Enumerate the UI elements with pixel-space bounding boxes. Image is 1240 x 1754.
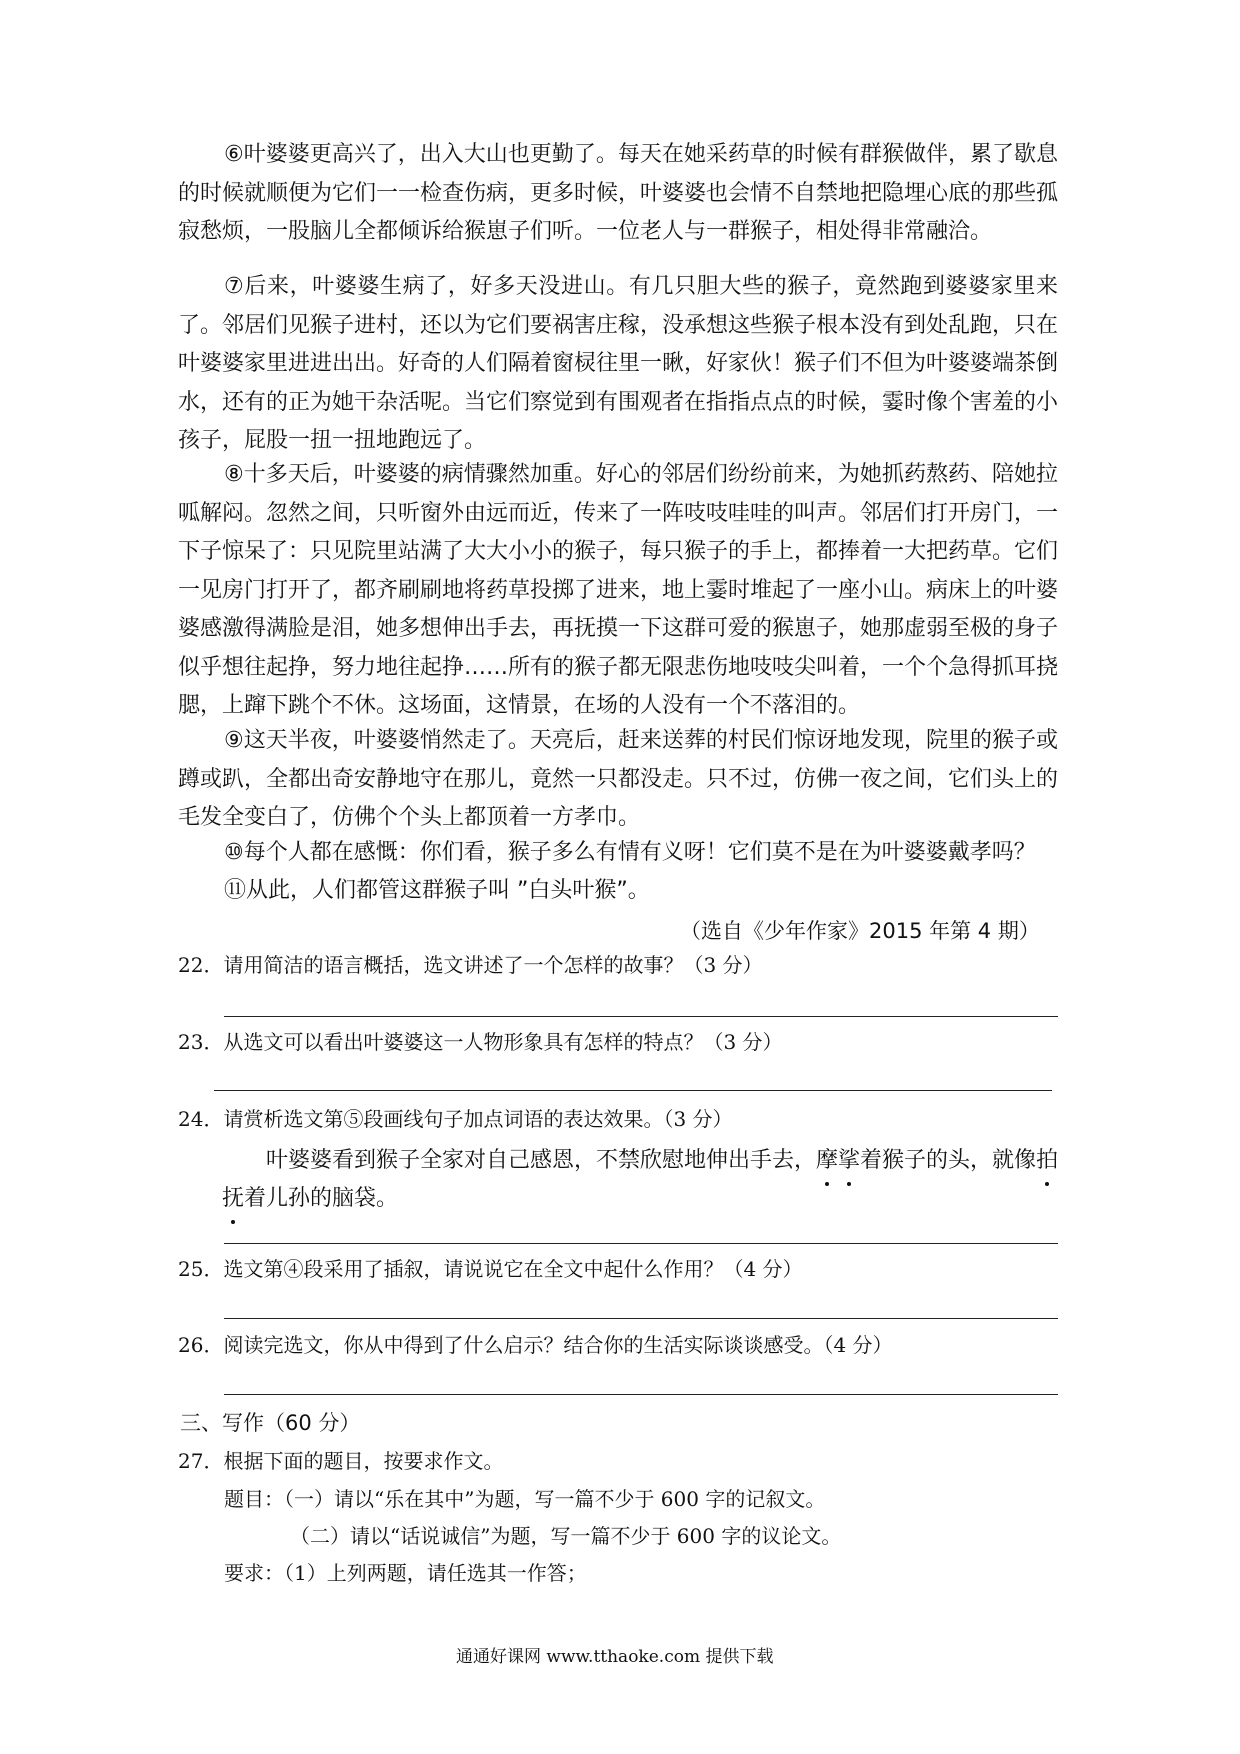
dotted-char-mo: 摩 <box>816 1142 838 1180</box>
paragraph-9: ⑨这天半夜，叶婆婆悄然走了。天亮后，赶来送葬的村民们惊讶地发现，院里的猴子或蹲或趴，全都出奇安静地守在那儿，竟然一只都没走。只不过，仿佛一夜之间，它们头上的毛发全变白了，仿佛个个头上都顶着一方孝巾。 <box>178 728 1059 830</box>
question-24-quote-line-1 <box>266 1142 1058 1180</box>
dotted-char-suo: 挲 <box>838 1142 860 1180</box>
quote-text-c: 着儿孙的脑袋。 <box>244 1186 399 1211</box>
footer-download-note: 通通好课网 www.tthaoke.com 提供下载 <box>456 1647 774 1667</box>
answer-line-26[interactable] <box>224 1394 1058 1395</box>
question-25: 25．选文第④段采用了插叙，请说说它在全文中起什么作用？（4 分） <box>178 1257 803 1281</box>
question-26: 26．阅读完选文，你从中得到了什么启示？结合你的生活实际谈谈感受。（4 分） <box>178 1333 893 1357</box>
writing-requirement: 要求：（1）上列两题，请任选其一作答； <box>224 1561 587 1585</box>
answer-line-25[interactable] <box>224 1318 1058 1319</box>
quote-text-a: 叶婆婆看到猴子全家对自己感恩，不禁欣慰地伸出手去， <box>266 1148 817 1173</box>
paragraph-11: ⑪从此，人们都管这群猴子叫 ”白头叶猴”。 <box>224 878 650 903</box>
writing-topic-1: 题目：（一）请以“乐在其中”为题，写一篇不少于 600 字的记叙文。 <box>224 1487 826 1511</box>
answer-line-24[interactable] <box>224 1243 1058 1244</box>
paragraph-7: ⑦后来，叶婆婆生病了，好多天没进山。有几只胆大些的猴子，竟然跑到婆婆家里来了。邻居们见猴子进村，还以为它们要祸害庄稼，没承想这些猴子根本没有到处乱跑，只在叶婆婆家里进进出出。好奇的人们隔着窗棂往里一瞅，好家伙！猴子们不但为叶婆婆端茶倒水，还有的正为她干杂活呢。当它们察觉到有围观者在指指点点的时候，霎时像个害羞的小孩子，屁股一扭一扭地跑远了。 <box>178 274 1059 453</box>
question-22: 22．请用简洁的语言概括，选文讲述了一个怎样的故事？（3 分） <box>178 953 763 977</box>
question-24-quote-line-2 <box>222 1180 398 1218</box>
question-24: 24．请赏析选文第⑤段画线句子加点词语的表达效果。（3 分） <box>178 1107 733 1131</box>
question-23: 23．从选文可以看出叶婆婆这一人物形象具有怎样的特点？（3 分） <box>178 1030 783 1054</box>
quote-text-b: 着猴子的头，就像 <box>860 1148 1037 1173</box>
writing-section-title: 三、写作（60 分） <box>180 1411 361 1435</box>
writing-topic-2: （二）请以“话说诚信”为题，写一篇不少于 600 字的议论文。 <box>290 1524 842 1548</box>
paragraph-6: ⑥叶婆婆更高兴了，出入大山也更勤了。每天在她采药草的时候有群猴做伴，累了歇息的时候就顺便为它们一一检查伤病，更多时候，叶婆婆也会情不自禁地把隐埋心底的那些孤寂愁烦，一股脑儿全都倾诉给猴崽子们听。一位老人与一群猴子，相处得非常融洽。 <box>178 142 1059 244</box>
question-27: 27．根据下面的题目，按要求作文。 <box>178 1449 504 1473</box>
answer-line-22[interactable] <box>224 1016 1058 1017</box>
dotted-char-pai: 拍 <box>1036 1142 1058 1180</box>
dotted-char-fu: 抚 <box>222 1180 244 1218</box>
source-citation: （选自《少年作家》2015 年第 4 期） <box>680 919 1040 943</box>
answer-line-23[interactable] <box>214 1090 1052 1091</box>
paragraph-10: ⑩每个人都在感慨：你们看，猴子多么有情有义呀！它们莫不是在为叶婆婆戴孝吗？ <box>224 840 1036 865</box>
paragraph-8: ⑧十多天后，叶婆婆的病情骤然加重。好心的邻居们纷纷前来，为她抓药熬药、陪她拉呱解闷。忽然之间，只听窗外由远而近，传来了一阵吱吱哇哇的叫声。邻居们打开房门，一下子惊呆了：只见院里站满了大大小小的猴子，每只猴子的手上，都捧着一大把药草。它们一见房门打开了，都齐刷刷地将药草投掷了进来，地上霎时堆起了一座小山。病床上的叶婆婆感激得满脸是泪，她多想伸出手去，再抚摸一下这群可爱的猴崽子，她那虚弱至极的身子似乎想往起挣，努力地往起挣……所有的猴子都无限悲伤地吱吱尖叫着，一个个急得抓耳挠腮，上蹿下跳个不休。这场面，这情景，在场的人没有一个不落泪的。 <box>178 462 1059 718</box>
